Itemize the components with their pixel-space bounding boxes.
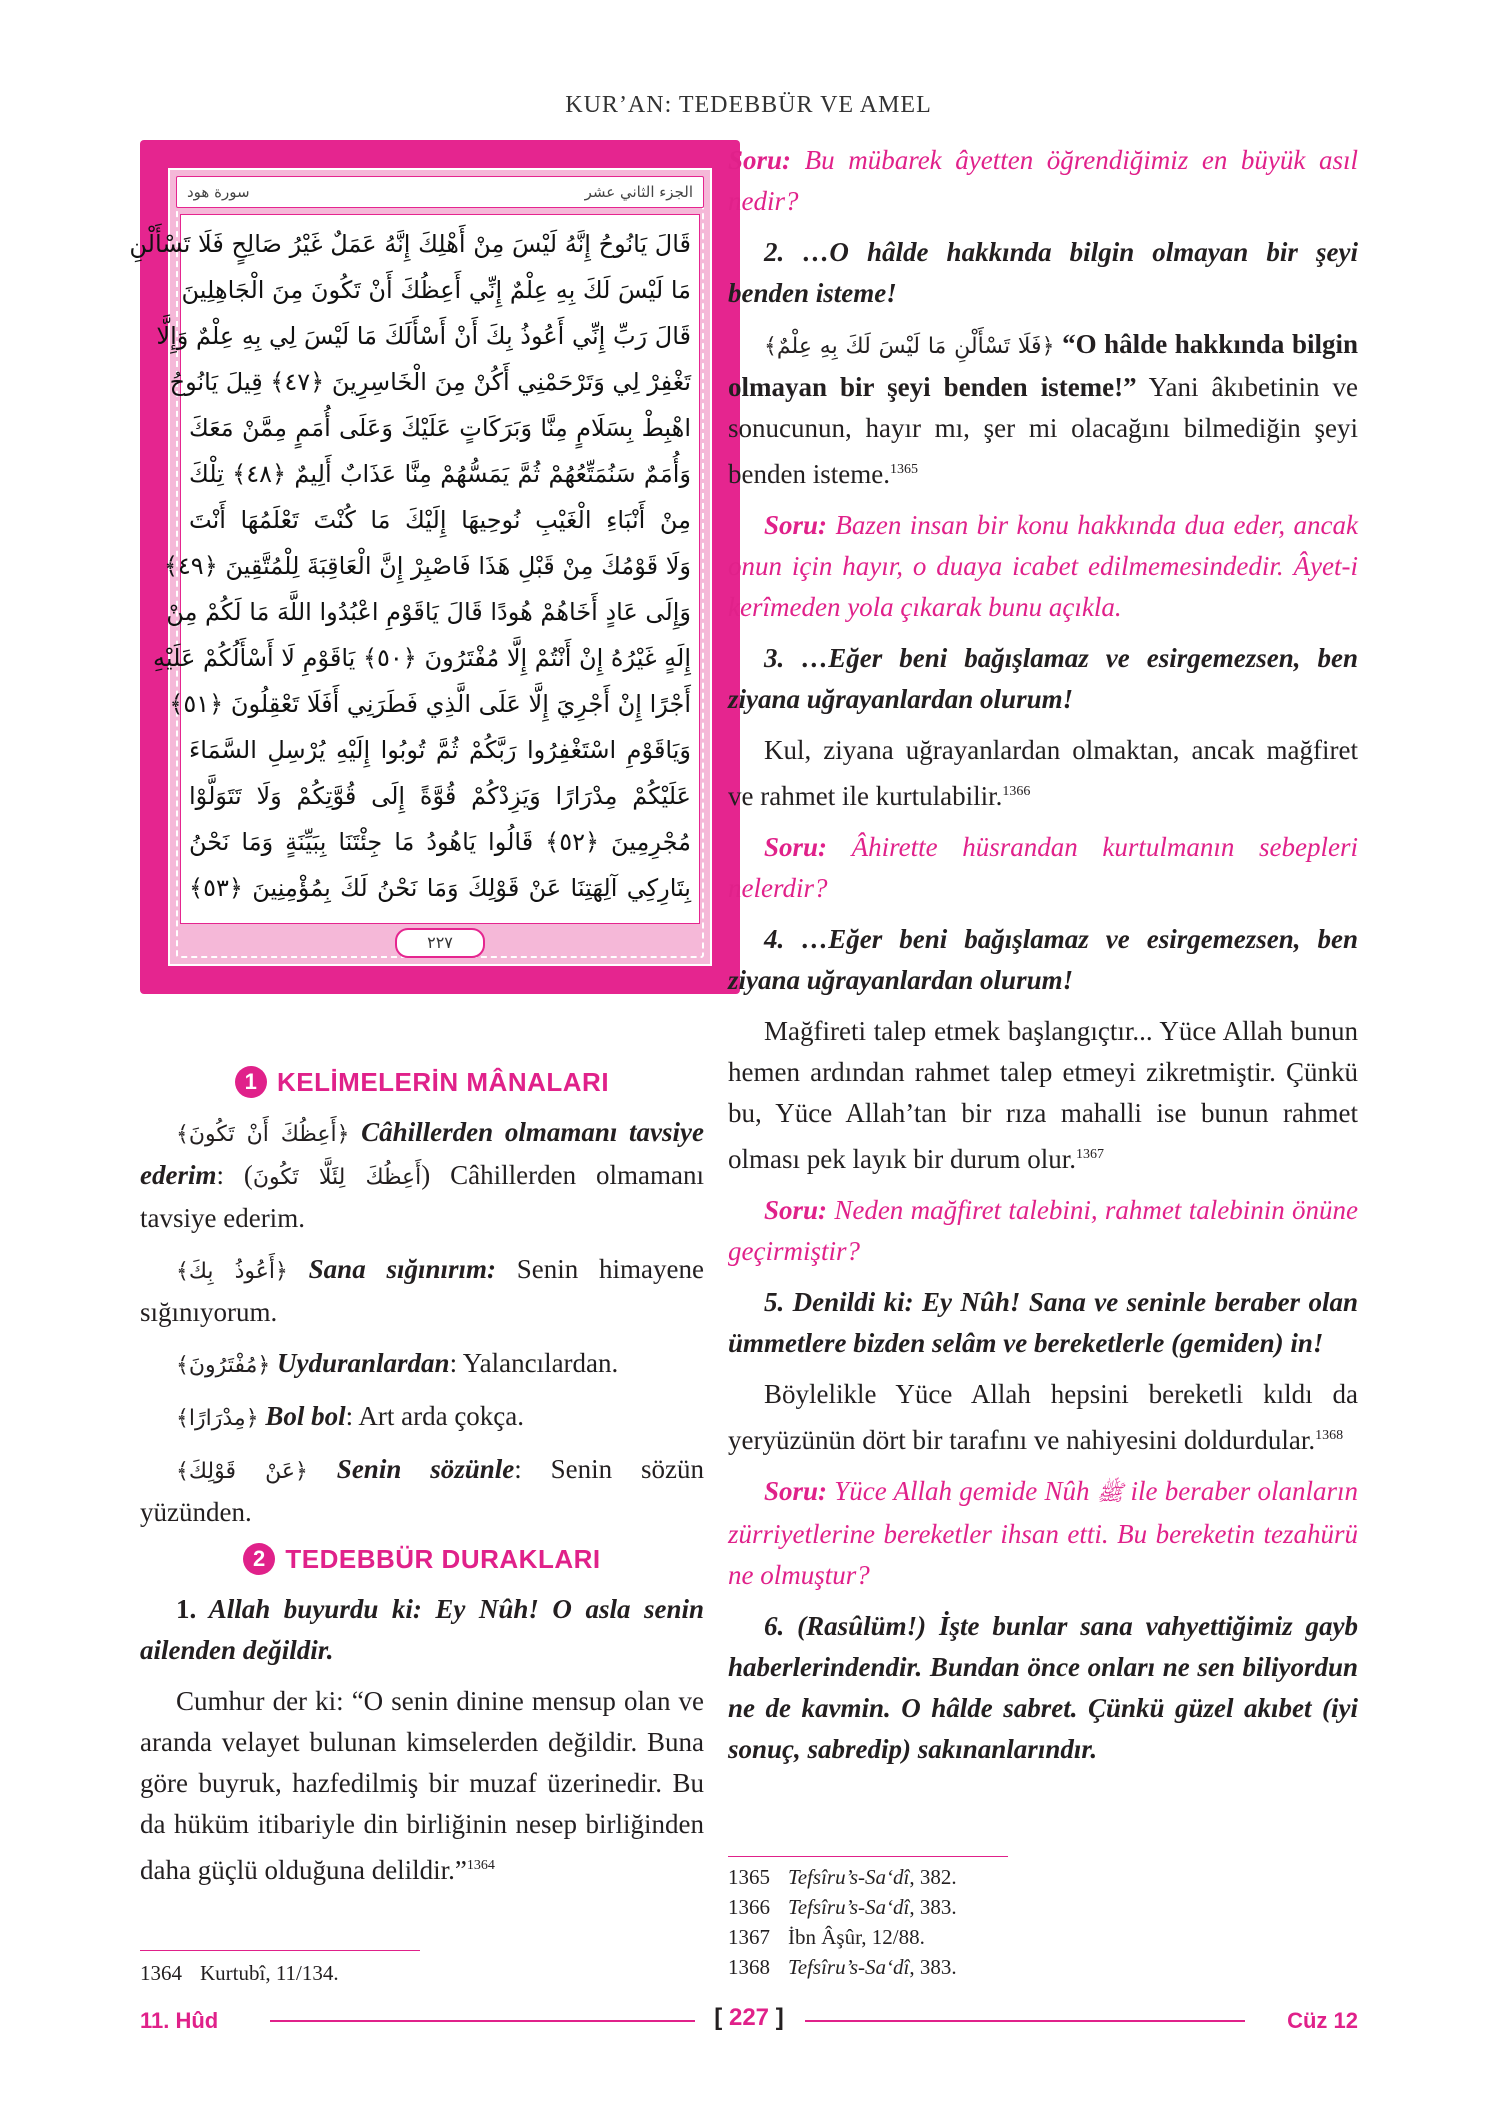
reflection-heading-5: 5. Denildi ki: Ey Nûh! Sana ve seninle beraber olan ümmetlere bizden selâm ve bereketlerle (gemiden) in! [728, 1287, 1358, 1358]
page-footer [140, 2004, 1358, 2040]
mushaf-line: مُجْرِمِينَ ﴿٥٢﴾ قَالُوا يَاهُودُ مَا جِئْتَنَا بِبَيِّنَةٍ وَمَا نَحْنُ [189, 828, 691, 856]
footnote-1367: 1367 İbn Âşûr, 12/88. [728, 1925, 925, 1949]
word-entry: ﴿أَعُوذُ بِكَ﴾ Sana sığınırım: Senin himayene sığınıyorum. [140, 1254, 705, 1327]
word-entry: ﴿أَعِظُكَ أَنْ تَكُونَ﴾ Câhillerden olmamanı tavsiye ederim: (أَعِظُكَ لِئَلَّا تَكُونَ) Câhillerden olmamanı tavsiye ederim. [140, 1117, 705, 1233]
mushaf-line: مَا لَيْسَ لَكَ بِهِ عِلْمٌ إِنِّي أَعِظُكَ أَنْ تَكُونَ مِنَ الْجَاهِلِينَ [181, 276, 691, 304]
arabic-verse: ﴿فَلَا تَسْأَلْنِ مَا لَيْسَ لَكَ بِهِ عِلْمٌ﴾ [764, 334, 1055, 359]
footnote-ref: 1367 [1075, 1147, 1104, 1162]
question-5: Soru: Yüce Allah gemide Nûh ﷺ ile beraber olanların zürriyetlerine bereketler ihsan etti. Bu bereketin tezahürü ne olmuştur? [728, 1476, 1359, 1590]
mushaf-line: تَغْفِرْ لِي وَتَرْحَمْنِي أَكُنْ مِنَ الْخَاسِرِينَ ﴿٤٧﴾ قِيلَ يَانُوحُ [169, 368, 691, 396]
footer-juz: Cüz 12 [1287, 2008, 1358, 2033]
section-heading-kelimeler [140, 1066, 704, 1098]
arabic-term: ﴿أَعِظُكَ أَنْ تَكُونَ﴾ [176, 1122, 350, 1147]
question-1: Soru: Bu mübarek âyetten öğrendiğimiz en büyük asıl nedir? [728, 145, 1358, 216]
question-3: Soru: Âhirette hüsrandan kurtulmanın sebepleri nelerdir? [728, 832, 1358, 903]
section-number-badge: 1 [235, 1066, 267, 1098]
footer-rule-left [270, 2020, 695, 2022]
question-4: Soru: Neden mağfiret talebini, rahmet talebinin önüne geçirmiştir? [728, 1195, 1358, 1266]
arabic-term: ﴿عَنْ قَوْلِكَ﴾ [176, 1459, 308, 1484]
right-column [728, 140, 1358, 1780]
mushaf-sura-label: سورة هود [187, 183, 250, 201]
footnote-1368: 1368 Tefsîru’s-Sa‘dî, 383. [728, 1955, 957, 1979]
footnote-1364: 1364 Kurtubî, 11/134. [140, 1961, 339, 1985]
footnote-ref: 1364 [466, 1858, 495, 1873]
mushaf-line: أَجْرًا إِنْ أَجْرِيَ إِلَّا عَلَى الَّذِي فَطَرَنِي أَفَلَا تَعْقِلُونَ ﴿٥١﴾ [169, 690, 691, 718]
arabic-term: ﴿مِدْرَارًا﴾ [176, 1406, 259, 1431]
footnote-ref: 1365 [889, 462, 918, 477]
mushaf-line: وَأُمَمٌ سَنُمَتِّعُهُمْ ثُمَّ يَمَسُّهُمْ مِنَّا عَذَابٌ أَلِيمٌ ﴿٤٨﴾ تِلْكَ [189, 460, 691, 488]
arabic-term: أَعِظُكَ لِئَلَّا تَكُونَ [252, 1165, 422, 1190]
section-title: TEDEBBÜR DURAKLARI [285, 1543, 601, 1574]
running-head: KUR’AN: TEDEBBÜR VE AMEL [565, 92, 932, 118]
term-meaning: Bol bol [265, 1401, 346, 1431]
reflection-heading-6: 6. (Rasûlüm!) İşte bunlar sana vahyettiğimiz gayb haberlerindendir. Bundan önce onları ne sen biliyordun ne de kavmin. O hâlde sabret. Çünkü güzel akıbet (iyi sonuç, sabredip) sakınanlarındır. [728, 1611, 1358, 1764]
arabic-term: ﴿مُفْتَرُونَ﴾ [176, 1353, 271, 1378]
footnote-ref: 1368 [1315, 1428, 1344, 1443]
footnote-1365: 1365 Tefsîru’s-Sa‘dî, 382. [728, 1865, 957, 1889]
footnote-rule-left [140, 1950, 420, 1951]
footnote-ref: 1366 [1002, 784, 1031, 799]
reflection-heading-1: 1. Allah buyurdu ki: Ey Nûh! O asla senin ailenden değildir. [140, 1594, 704, 1665]
term-meaning: Sana sığınırım: [308, 1254, 496, 1284]
mushaf-line: وَيَاقَوْمِ اسْتَغْفِرُوا رَبَّكُمْ ثُمَّ تُوبُوا إِلَيْهِ يُرْسِلِ السَّمَاءَ [189, 736, 691, 764]
mushaf-inner-frame [129, 168, 712, 966]
mushaf-line: بِتَارِكِي آلِهَتِنَا عَنْ قَوْلِكَ وَمَا نَحْنُ لَكَ بِمُؤْمِنِينَ ﴿٥٣﴾ [189, 874, 691, 902]
section-title: KELİMELERİN MÂNALARI [276, 1066, 610, 1097]
salawat-glyph: ﷺ [1096, 1481, 1124, 1506]
term-meaning: Senin sözünle [336, 1454, 515, 1484]
mushaf-line: عَلَيْكُمْ مِدْرَارًا وَيَزِدْكُمْ قُوَّةً إِلَى قُوَّتِكُمْ وَلَا تَتَوَلَّوْا [189, 782, 691, 810]
section-number-badge: 2 [243, 1543, 275, 1575]
arabic-term: ﴿أَعُوذُ بِكَ﴾ [176, 1259, 288, 1284]
mushaf-line: قَالَ يَانُوحُ إِنَّهُ لَيْسَ مِنْ أَهْلِكَ إِنَّهُ عَمَلٌ غَيْرُ صَالِحٍ فَلَا تَسْأَلْنِ [129, 230, 691, 258]
reflection-heading-3: 3. …Eğer beni bağışlamaz ve esirgemezsen, ben ziyana uğrayanlardan olurum! [728, 643, 1358, 714]
mushaf-line: قَالَ رَبِّ إِنِّي أَعُوذُ بِكَ أَنْ أَسْأَلَكَ مَا لَيْسَ لِي بِهِ عِلْمٌ وَإِلَّا [156, 322, 691, 350]
mushaf-line: وَإِلَى عَادٍ أَخَاهُمْ هُودًا قَالَ يَاقَوْمِ اعْبُدُوا اللَّهَ مَا لَكُمْ مِنْ [166, 598, 691, 626]
mushaf-line: إِلَهٍ غَيْرُهُ إِنْ أَنْتُمْ إِلَّا مُفْتَرُونَ ﴿٥٠﴾ يَاقَوْمِ لَا أَسْأَلُكُمْ عَلَيْهِ [153, 644, 691, 672]
word-entry: ﴿مِدْرَارًا﴾ Bol bol: Art arda çokça. [176, 1401, 525, 1431]
reflection-body-4: Mağfireti talep etmek başlangıçtır... Yüce Allah bunun hemen ardından rahmet talep etmeyi zikretmiştir. Çünkü bu, Yüce Allah’tan bir rıza mahalli ise bunun rahmet olması pek layık bir durum olur.$^{1367}$ [728, 1016, 1358, 1174]
mushaf-text-area [129, 214, 700, 924]
word-entry: ﴿مُفْتَرُونَ﴾ Uyduranlardan: Yalancılardan. [176, 1348, 619, 1378]
footer-rule-right [805, 2020, 1245, 2022]
reflection-body-3: Kul, ziyana uğrayanlardan olmaktan, ancak mağfiret ve rahmet ile kurtulabilir.$^{1366}$ [728, 735, 1358, 811]
reflection-body-2: ﴿فَلَا تَسْأَلْنِ مَا لَيْسَ لَكَ بِهِ عِلْمٌ﴾ “O hâlde hakkında bilgin olmayan bir şeyi benden isteme!” Yani âkıbetinin ve sonucunun, hayır mı, şer mi olacağını bilmediğin şeyi benden isteme.$^{1365}$ [728, 329, 1358, 489]
reflection-heading-4: 4. …Eğer beni bağışlamaz ve esirgemezsen, ben ziyana uğrayanlardan olurum! [728, 924, 1358, 995]
mushaf-page [129, 140, 740, 994]
reflection-body-5: Böylelikle Yüce Allah hepsini bereketli kıldı da yeryüzünün dört bir tarafını ve nahiyesini doldurdular.$^{1368}$ [728, 1379, 1358, 1455]
term-meaning: Câhillerden olmamanı tavsiye ederim [140, 1117, 704, 1190]
footer-sura: 11. Hûd [140, 2008, 219, 2033]
left-column [140, 1060, 704, 1901]
reflection-heading-2: 2. …O hâlde hakkında bilgin olmayan bir şeyi benden isteme! [728, 237, 1358, 308]
word-entry: ﴿عَنْ قَوْلِكَ﴾ Senin sözünle: Senin sözün yüzünden. [140, 1454, 705, 1527]
term-meaning: Uyduranlardan [277, 1348, 450, 1378]
footnote-rule-right [728, 1856, 1008, 1857]
mushaf-page-number: ٢٢٧ [395, 928, 485, 958]
mushaf-header [176, 176, 704, 208]
footer-page-number: [ 227 ] [706, 2004, 791, 2032]
footnote-1366: 1366 Tefsîru’s-Sa‘dî, 383. [728, 1895, 957, 1919]
reflection-body-1: Cumhur der ki: “O senin dinine mensup olan ve aranda velayet bulunan kimselerden değildir. Buna göre buyruk, hazfedilmiş bir muzaf üzerinedir. Bu da hüküm itibariyle din birliğinin nesep birliğinden daha güçlü olduğuna delildir.”$^{1364}$ [140, 1686, 704, 1885]
mushaf-line: مِنْ أَنْبَاءِ الْغَيْبِ نُوحِيهَا إِلَيْكَ مَا كُنْتَ تَعْلَمُهَا أَنْتَ [189, 506, 691, 534]
mushaf-juz-label: الجزء الثاني عشر [584, 183, 693, 201]
mushaf-line: وَلَا قَوْمُكَ مِنْ قَبْلِ هَذَا فَاصْبِرْ إِنَّ الْعَاقِبَةَ لِلْمُتَّقِينَ ﴿٤٩﴾ [163, 552, 691, 580]
question-2: Soru: Bazen insan bir konu hakkında dua eder, ancak onun için hayır, o duaya icabet edilmemesindedir. Âyet-i kerîmeden yola çıkarak bunu açıkla. [728, 510, 1358, 622]
section-heading-tedebbur [140, 1543, 704, 1575]
mushaf-line: اهْبِطْ بِسَلَامٍ مِنَّا وَبَرَكَاتٍ عَلَيْكَ وَعَلَى أُمَمٍ مِمَّنْ مَعَكَ [189, 414, 691, 442]
